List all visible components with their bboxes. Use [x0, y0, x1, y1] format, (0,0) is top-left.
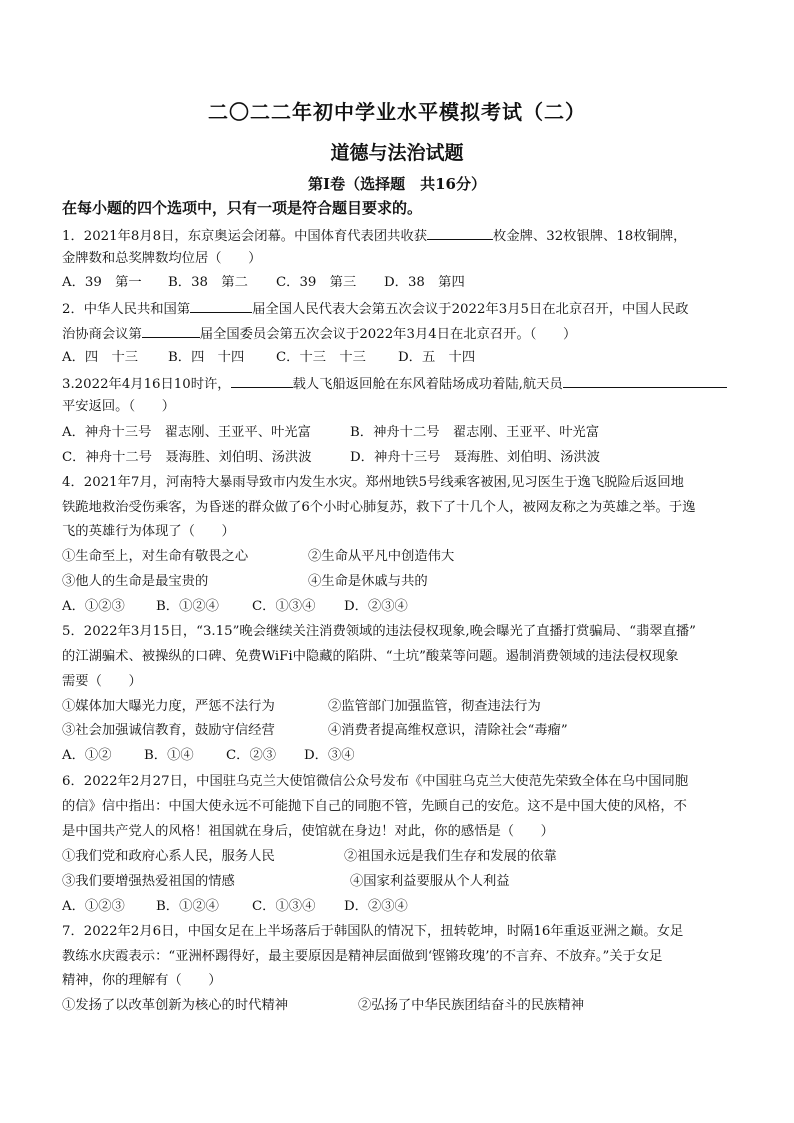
q4-option-d: D．②③④ [344, 599, 408, 614]
q7-statement-2: ②弘扬了中华民族团结奋斗的民族精神 [358, 998, 585, 1013]
q6-option-a: A．①②③ [62, 899, 125, 914]
q3-blank-1 [231, 374, 293, 388]
q4-statement-1: ①生命至上，对生命有敬畏之心 [62, 549, 249, 564]
q6-statement-3: ③我们要增强热爱祖国的情感 [62, 874, 235, 889]
q3-options-row-2 [62, 449, 600, 467]
q6-statement-4: ④国家利益要服从个人利益 [350, 874, 510, 889]
q2-option-c: C．十三 十三 [276, 350, 366, 365]
q2-line-1 [62, 299, 689, 319]
q5-statements-row-1 [62, 698, 541, 716]
q6-statements-row-2 [62, 873, 510, 891]
q1-blank [427, 226, 493, 240]
q7-line-1: 7．2022年2月6日，中国女足在上半场落后于韩国队的情况下，扭转乾坤，时隔16年重返亚洲之巅。女足 [62, 924, 684, 939]
q4-statements-row-1 [62, 548, 454, 566]
q4-options [62, 598, 408, 616]
q6-statement-1: ①我们党和政府心系人民，服务人民 [62, 849, 275, 864]
q2-text-b: 届全国人民代表大会第五次会议于2022年3月5日在北京召开，中国人民政 [252, 302, 689, 317]
q1-option-b: B．38 第二 [168, 275, 248, 290]
q3-line-1 [62, 374, 727, 394]
q6-line-3: 是中国共产党人的风格！祖国就在身后，使馆就在身边！对此，你的感悟是（ ） [62, 824, 554, 839]
q1-line-2: 金牌数和总奖牌数均位居（ ） [62, 251, 262, 266]
exam-subtitle: 道德与法治试题 [330, 142, 464, 164]
q6-option-d: D．②③④ [344, 899, 408, 914]
q6-statement-2: ②祖国永远是我们生存和发展的依靠 [344, 849, 557, 864]
q7-line-3: 精神，你的理解有（ ） [62, 973, 222, 988]
q1-text-b: 枚金牌、32枚银牌、18枚铜牌， [493, 229, 687, 244]
q3-blank-2 [563, 374, 727, 388]
q5-statement-1: ①媒体加大曝光力度，严惩不法行为 [62, 699, 275, 714]
q3-option-d: D．神舟十三号 聂海胜、刘伯明、汤洪波 [350, 450, 601, 465]
q5-option-b: B．①④ [144, 748, 194, 763]
q2-blank-1 [190, 299, 252, 313]
q2-text-d: 届全国委员会第五次会议于2022年3月4日在北京召开。（ ） [199, 327, 577, 342]
q5-statement-2: ②监管部门加强监管，彻查违法行为 [328, 699, 541, 714]
q4-statement-2: ②生命从平凡中创造伟大 [308, 549, 455, 564]
q2-option-a: A．四 十三 [62, 350, 139, 365]
q2-text-a: 2．中华人民共和国第 [62, 302, 191, 317]
q6-line-2: 的信》信中指出：中国大使永远不可能抛下自己的同胞不管，先顾自己的安危。这不是中国大使的风格，不 [62, 799, 687, 814]
q3-option-c: C．神舟十二号 聂海胜、刘伯明、汤洪波 [62, 450, 312, 465]
q3-text-b: 载人飞船返回舱在东风着陆场成功着陆,航天员 [292, 377, 563, 392]
q6-option-c: C．①③④ [252, 899, 316, 914]
q4-statement-4: ④生命是休戚与共的 [308, 574, 428, 589]
q1-option-d: D．38 第四 [384, 275, 465, 290]
q7-statements-row-1 [62, 997, 584, 1015]
q5-line-1: 5．2022年3月15日，“3.15”晚会继续关注消费领域的违法侵权现象,晚会曝光了直播打赏骗局、“翡翠直播” [62, 624, 696, 639]
q3-option-b: B．神舟十二号 翟志刚、王亚平、叶光富 [350, 425, 600, 440]
q5-options [62, 747, 355, 765]
instruction-text: 在每小题的四个选项中，只有一项是符合题目要求的。 [62, 199, 423, 217]
q4-option-b: B．①②④ [156, 599, 219, 614]
q5-option-c: C．②③ [226, 748, 277, 763]
q5-option-d: D．③④ [304, 748, 355, 763]
q4-option-c: C．①③④ [252, 599, 316, 614]
q4-statements-row-2 [62, 573, 428, 591]
q3-text-a: 3.2022年4月16日10时许， [62, 377, 231, 392]
q1-line-1 [62, 226, 686, 246]
q2-text-c: 治协商会议第 [62, 327, 142, 342]
q1-option-c: C．39 第三 [276, 275, 357, 290]
q2-blank-2 [142, 324, 200, 338]
q2-option-b: B．四 十四 [168, 350, 245, 365]
q2-line-2 [62, 324, 576, 344]
q5-option-a: A．①② [62, 748, 112, 763]
q3-option-a: A．神舟十三号 翟志刚、王亚平、叶光富 [62, 425, 311, 440]
q7-statement-1: ①发扬了以改革创新为核心的时代精神 [62, 998, 289, 1013]
q5-line-2: 的江湖骗术、被操纵的口碑、免费WiFi中隐藏的陷阱、“土坑”酸菜等问题。遏制消费领域的违法侵权现象 [62, 649, 679, 664]
q1-options [62, 274, 465, 292]
q4-option-a: A．①②③ [62, 599, 125, 614]
q5-statements-row-2 [62, 722, 568, 740]
q4-line-2: 铁跪地救治受伤乘客，为昏迷的群众做了6个小时心肺复苏，救下了十几个人，被网友称之为英雄之举。于逸 [62, 500, 696, 515]
q4-line-3: 飞的英雄行为体现了（ ） [62, 524, 235, 539]
q1-option-a: A．39 第一 [62, 275, 142, 290]
q3-line-2: 平安返回。（ ） [62, 399, 176, 414]
q5-line-3: 需要（ ） [62, 674, 142, 689]
q5-statement-4: ④消费者提高维权意识，清除社会“毒瘤” [328, 723, 568, 738]
q5-statement-3: ③社会加强诚信教育，鼓励守信经营 [62, 723, 275, 738]
q4-statement-3: ③他人的生命是最宝贵的 [62, 574, 209, 589]
q6-option-b: B．①②④ [156, 899, 219, 914]
q4-line-1: 4．2021年7月，河南特大暴雨导致市内发生水灾。郑州地铁5号线乘客被困,见习医生于逸飞脱险后返回地 [62, 475, 684, 490]
section-heading: 第Ⅰ卷（选择题 共16分） [308, 175, 486, 193]
q1-text-a: 1．2021年8月8日，东京奥运会闭幕。中国体育代表团共收获 [62, 229, 428, 244]
q2-option-d: D．五 十四 [398, 350, 476, 365]
q2-options [62, 349, 475, 367]
q7-line-2: 教练水庆霞表示：“亚洲杯踢得好，最主要原因是精神层面做到‘铿锵玫瑰’的不言弃、不放弃。”关于女足 [62, 949, 663, 964]
q3-options-row-1 [62, 424, 599, 442]
exam-title: 二〇二二年初中学业水平模拟考试（二） [208, 100, 586, 124]
q6-line-1: 6．2022年2月27日，中国驻乌克兰大使馆微信公众号发布《中国驻乌克兰大使范先荣致全体在乌中国同胞 [62, 774, 689, 789]
q6-options [62, 898, 408, 916]
q6-statements-row-1 [62, 848, 557, 866]
